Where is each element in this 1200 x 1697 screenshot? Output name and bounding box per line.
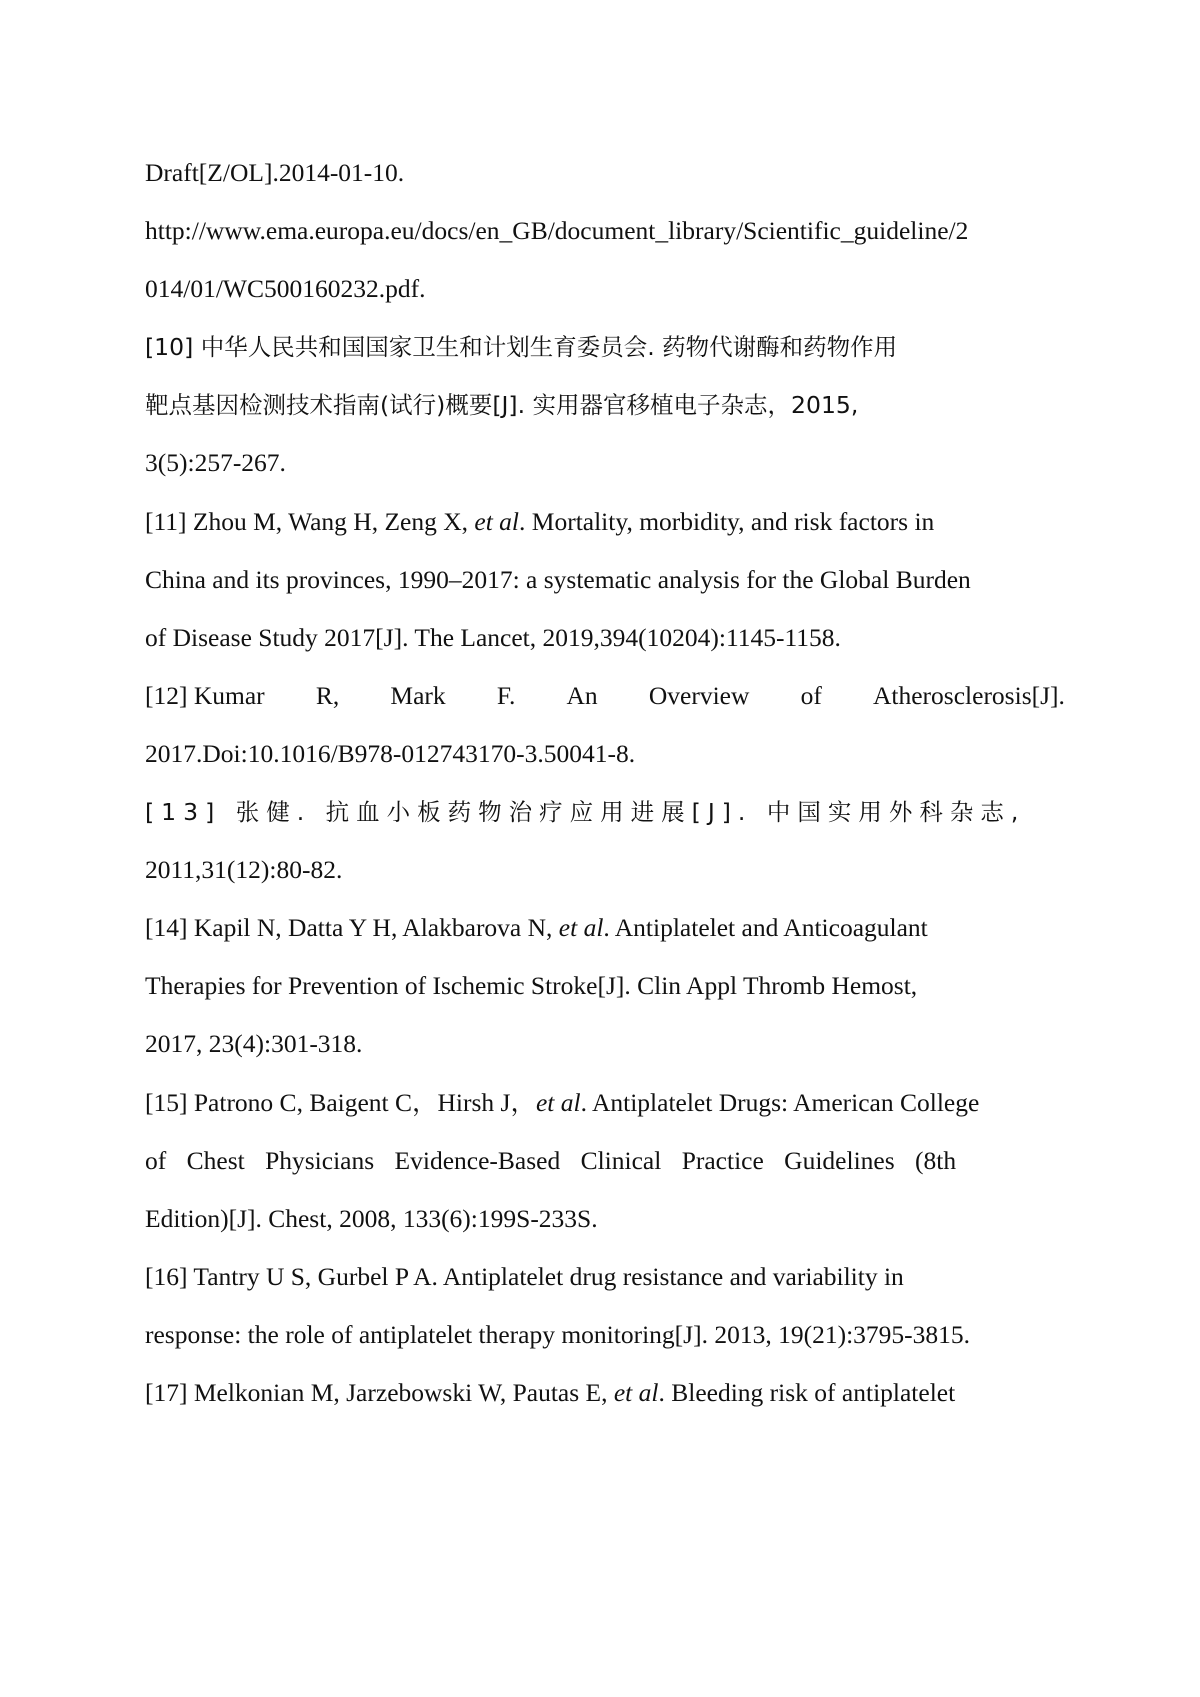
- ref-14-line-3: 2017, 23(4):301-318.: [145, 1029, 363, 1058]
- ref-12-word: R,: [315, 681, 340, 710]
- ref-11-title-start: . Mortality, morbidity, and risk factors in: [519, 507, 935, 536]
- ref-15-authors: [15] Patrono C, Baigent C，Hirsh J，: [145, 1088, 536, 1117]
- ref-17-et-al: et al: [613, 1378, 659, 1407]
- ref-10-line-3: 3(5):257-267.: [145, 448, 286, 477]
- ref-14-line-2: Therapies for Prevention of Ischemic Stroke[J]. Clin Appl Thromb Hemost,: [145, 971, 918, 1000]
- ref-9-line-1: Draft[Z/OL].2014-01-10.: [145, 158, 405, 187]
- ref-17-line-1: [145, 1373, 1065, 1413]
- ref-14-et-al: et al: [558, 913, 604, 942]
- ref-15-line-3: Edition)[J]. Chest, 2008, 133(6):199S-233S.: [145, 1204, 598, 1233]
- ref-11-authors: [11] Zhou M, Wang H, Zeng X,: [145, 507, 475, 536]
- ref-16-line-2: response: the role of antiplatelet therapy monitoring[J]. 2013, 19(21):3795-3815.: [145, 1320, 971, 1349]
- ref-13-line-1: [13] 张健. 抗血小板药物治疗应用进展[J]. 中国实用外科杂志,: [145, 798, 1026, 826]
- ref-12-word: [12] Kumar: [145, 681, 265, 710]
- ref-14-authors: [14] Kapil N, Datta Y H, Alakbarova N,: [145, 913, 559, 942]
- ref-15-line-1: [145, 1083, 1065, 1123]
- ref-11-line-2: China and its provinces, 1990–2017: a systematic analysis for the Global Burden: [145, 565, 971, 594]
- ref-15-title-start: . Antiplatelet Drugs: American College: [580, 1088, 980, 1117]
- ref-13-line-2: 2011,31(12):80-82.: [145, 855, 343, 884]
- ref-12-word: An: [566, 681, 598, 710]
- ref-11-et-al: et al: [474, 507, 520, 536]
- ref-9-url-line-2[interactable]: 014/01/WC500160232.pdf.: [145, 274, 426, 303]
- ref-15-et-al: et al: [535, 1088, 581, 1117]
- ref-9-url-line-1[interactable]: http://www.ema.europa.eu/docs/en_GB/document_library/Scientific_guideline/2: [145, 216, 969, 245]
- ref-12-word: F.: [496, 681, 516, 710]
- ref-10-line-1: [10] 中华人民共和国国家卫生和计划生育委员会. 药物代谢酶和药物作用: [145, 333, 898, 361]
- ref-17-authors: [17] Melkonian M, Jarzebowski W, Pautas E,: [145, 1378, 614, 1407]
- ref-15-line-2: of Chest Physicians Evidence-Based Clinical Practice Guidelines (8th: [145, 1146, 957, 1175]
- ref-12-word: Mark: [390, 681, 446, 710]
- ref-12-word: of: [800, 681, 822, 710]
- ref-14-title-start: . Antiplatelet and Anticoagulant: [603, 913, 928, 942]
- ref-12-word: Atherosclerosis[J].: [872, 681, 1065, 710]
- ref-10-line-2: 靶点基因检测技术指南(试行)概要[J]. 实用器官移植电子杂志，2015,: [145, 391, 859, 419]
- ref-16-line-1: [16] Tantry U S, Gurbel P A. Antiplatelet drug resistance and variability in: [145, 1262, 904, 1291]
- ref-12-line-1: [145, 676, 1065, 716]
- ref-17-title-start: . Bleeding risk of antiplatelet: [658, 1378, 956, 1407]
- ref-14-line-1: [145, 908, 1065, 948]
- ref-12-line-2: 2017.Doi:10.1016/B978-012743170-3.50041-8.: [145, 739, 636, 768]
- ref-12-word: Overview: [648, 681, 750, 710]
- ref-11-line-3: of Disease Study 2017[J]. The Lancet, 2019,394(10204):1145-1158.: [145, 623, 841, 652]
- ref-11-line-1: [145, 502, 1065, 542]
